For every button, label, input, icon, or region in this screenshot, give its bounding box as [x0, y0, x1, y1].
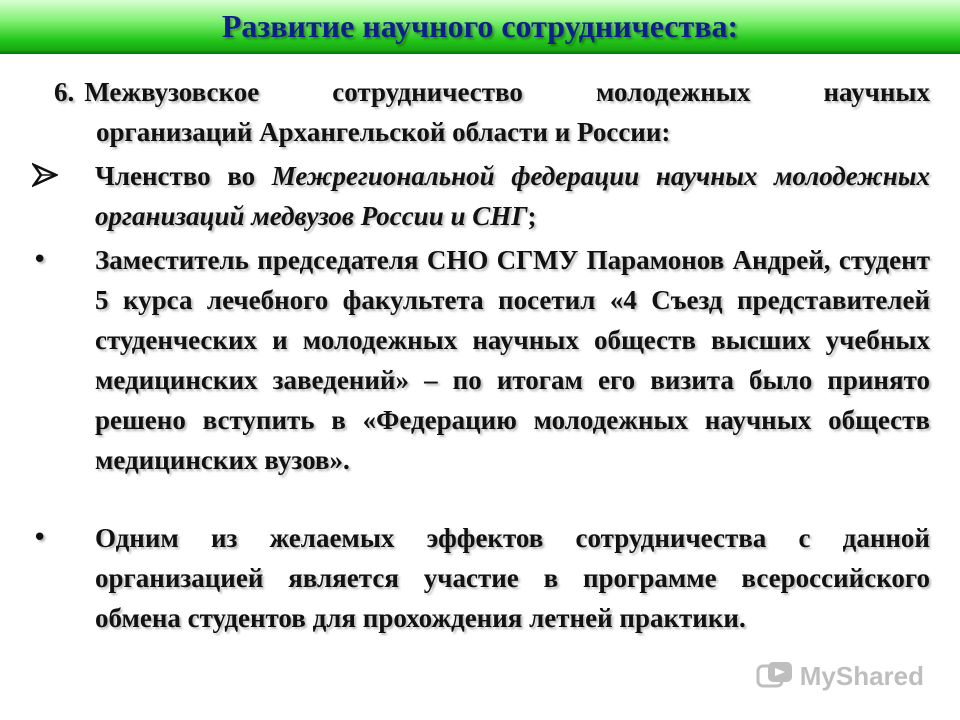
- watermark-text: MyShared: [799, 660, 924, 691]
- arrow-bullet-icon: [32, 156, 72, 200]
- section-heading-line1: Межвузовское сотрудничество молодежных научных: [84, 77, 930, 107]
- section-heading: [54, 72, 930, 152]
- title-bar: [0, 0, 960, 54]
- bullet-dot-icon: •: [32, 523, 48, 553]
- list-item-text: Одним из желаемых эффектов сотрудничества с данной организацией является участие в программе всероссийского обмена студентов для прохождения летней практики.: [95, 523, 930, 633]
- membership-organization: Межрегиональной федерации научных молодежных организаций медвузов России и СНГ: [95, 161, 931, 231]
- myshared-logo-icon: [756, 660, 794, 692]
- bullet-dot-icon: •: [32, 245, 48, 275]
- membership-prefix: Членство во: [95, 161, 272, 191]
- list-item-text: Заместитель председателя СНО СГМУ Парамонов Андрей, студент 5 курса лечебного факультета посетил «4 Съезд представителей студенческих и молодежных научных обществ высших учебных медицинских заведений» – по итогам его визита было принято решено вступить в «Федерацию молодежных научных обществ медицинских вузов».: [95, 245, 930, 475]
- watermark: [756, 658, 924, 694]
- section-heading-line2: организаций Архангельской области и России:: [96, 117, 671, 147]
- section-number: 6.: [54, 77, 75, 107]
- slide-title: Развитие научного сотрудничества:: [221, 8, 739, 44]
- membership-suffix: ;: [527, 201, 537, 231]
- list-item-text: [95, 156, 930, 236]
